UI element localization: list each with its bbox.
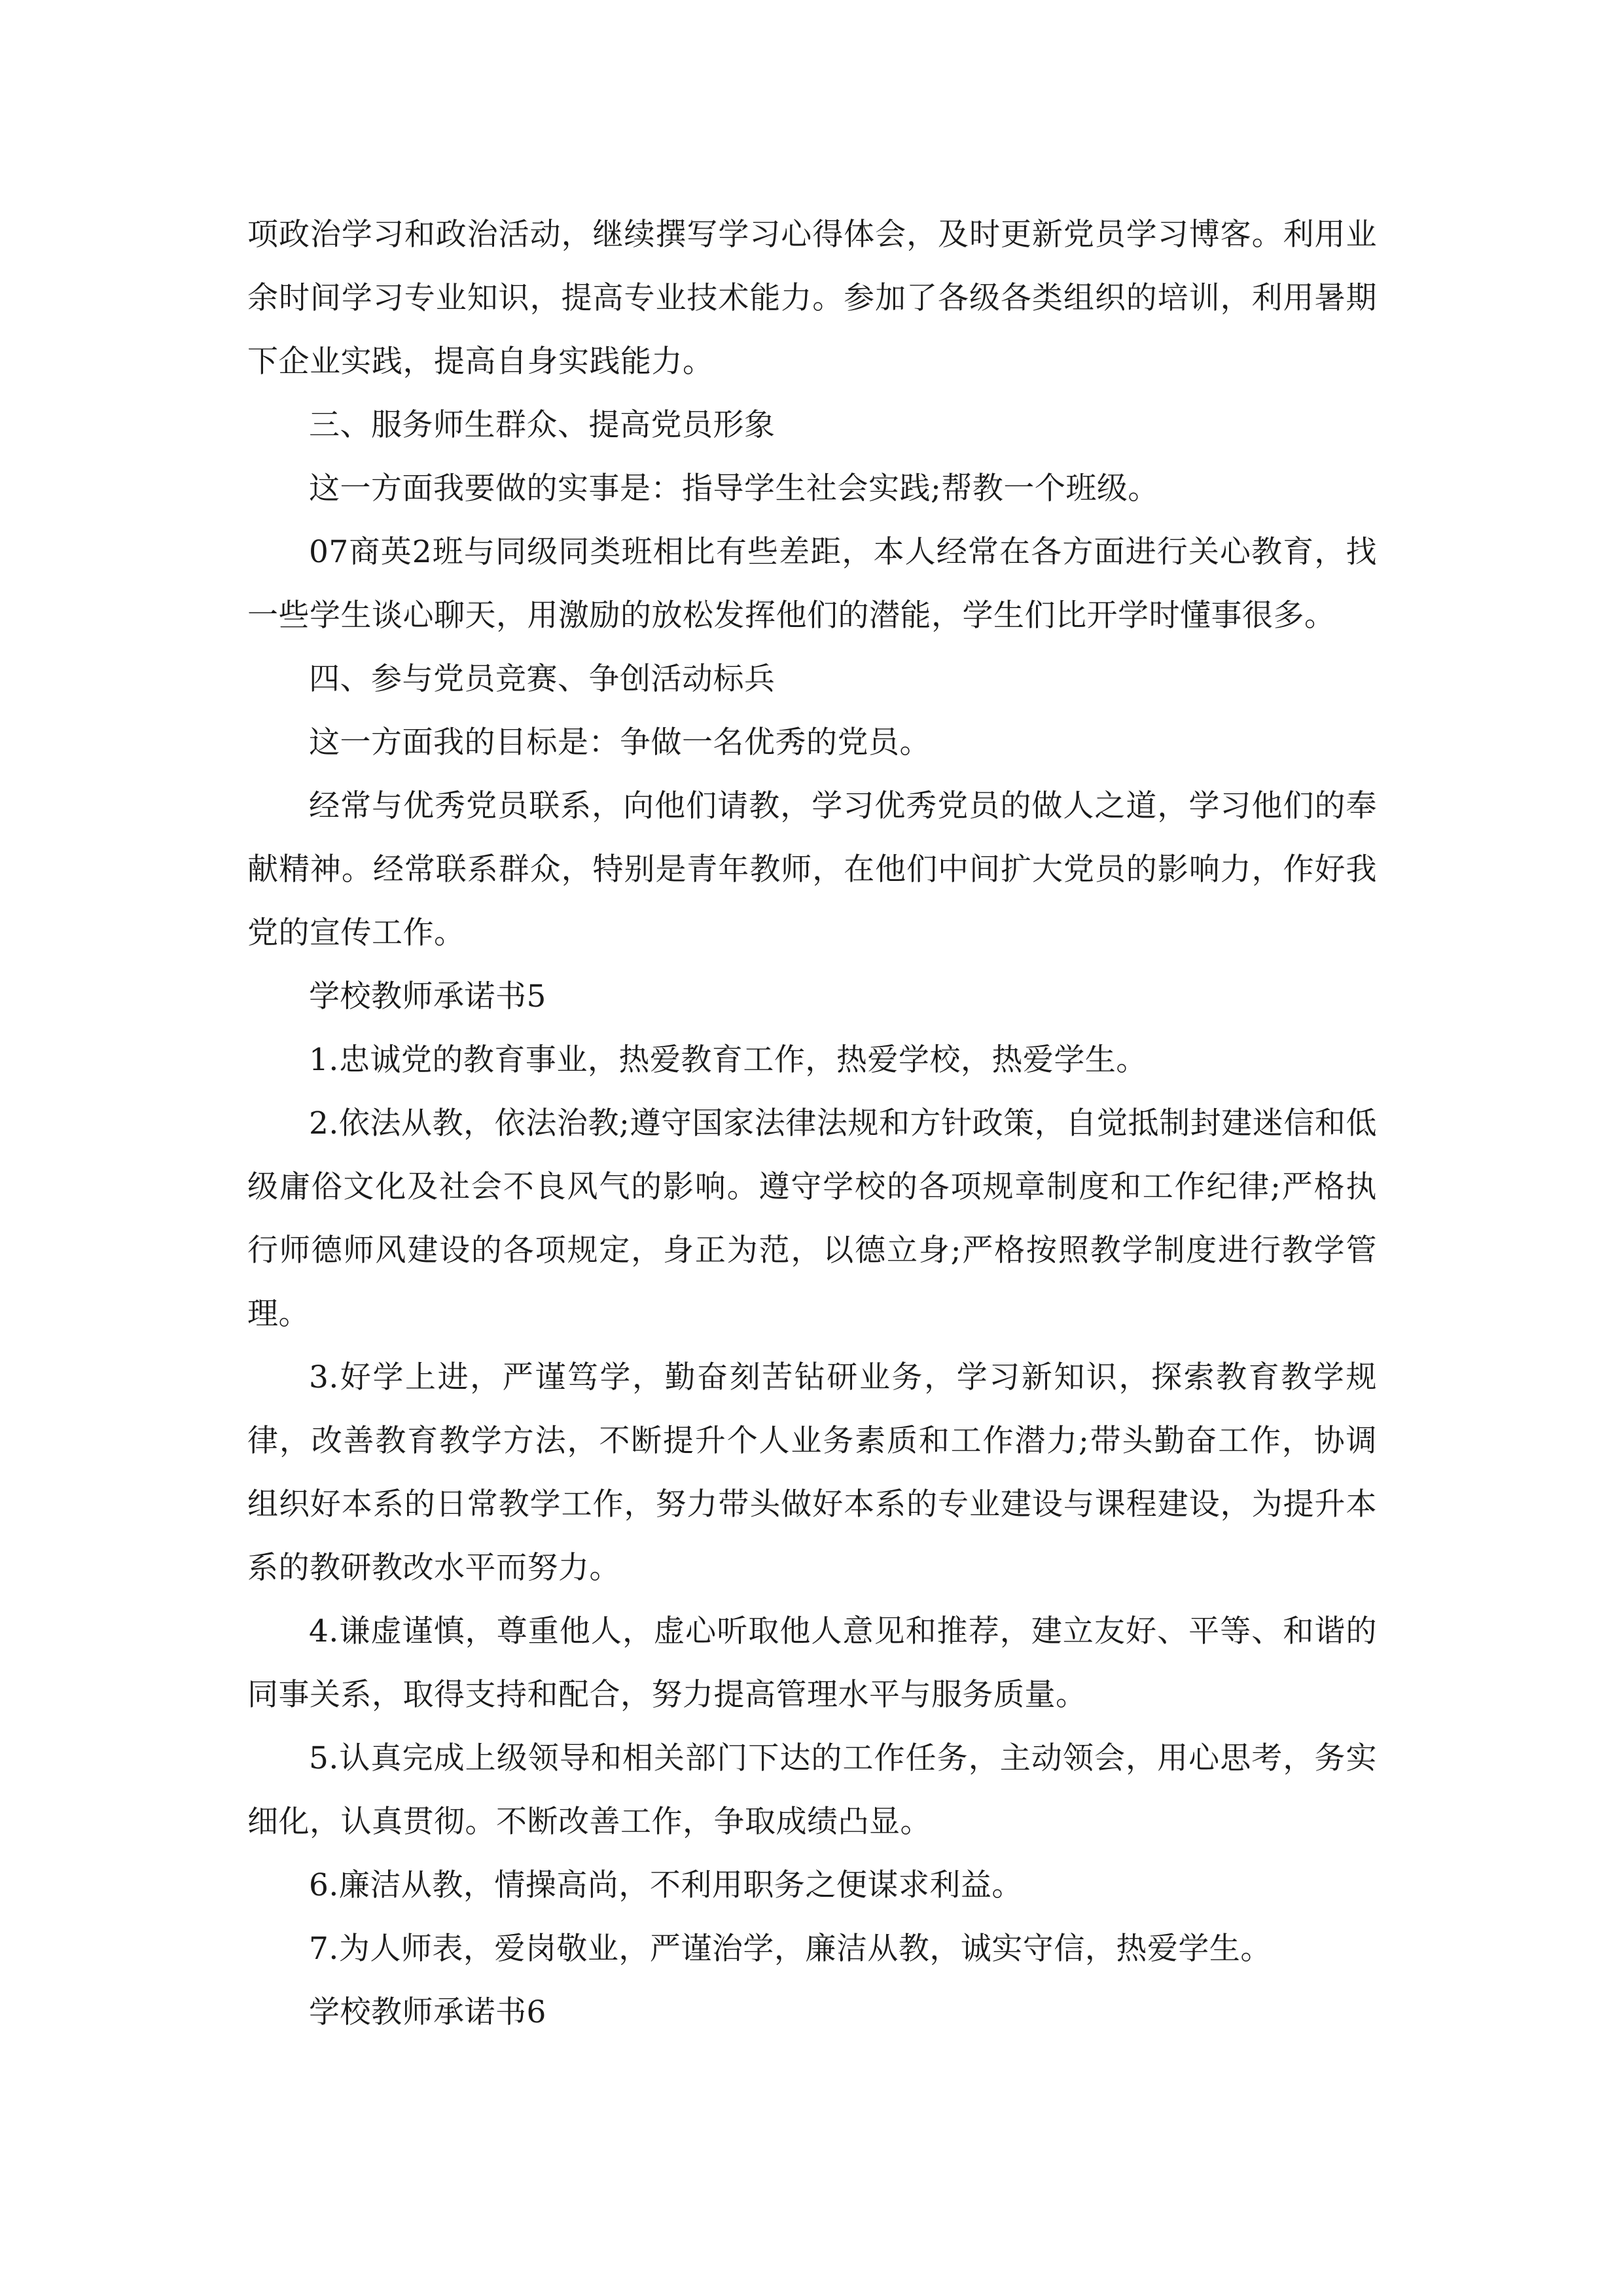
document-title-6: 学校教师承诺书6 xyxy=(309,1994,546,2030)
list-item: 2.依法从教，依法治教;遵守国家法律法规和方针政策，自觉抵制封建迷信和低级庸俗文化及社会不良风气的影响。遵守学校的各项规章制度和工作纪律;严格执行师德师风建设的各项规定，身正为范，以德立身;严格按照教学制度进行教学管理。 xyxy=(247,1105,1377,1332)
paragraph: 这一方面我要做的实事是：指导学生社会实践;帮教一个班级。 xyxy=(309,471,1159,507)
list-item: 1.忠诚党的教育事业，热爱教育工作，热爱学校，热爱学生。 xyxy=(309,1042,1147,1078)
section-heading-3: 三、服务师生群众、提高党员形象 xyxy=(309,407,776,443)
list-item: 6.廉洁从教，情操高尚，不利用职务之便谋求利益。 xyxy=(309,1867,1023,1903)
paragraph: 经常与优秀党员联系，向他们请教，学习优秀党员的做人之道，学习他们的奉献精神。经常联系群众，特别是青年教师，在他们中间扩大党员的影响力，作好我党的宣传工作。 xyxy=(247,788,1377,951)
paragraph: 这一方面我的目标是：争做一名优秀的党员。 xyxy=(309,725,931,761)
list-item: 5.认真完成上级领导和相关部门下达的工作任务，主动领会，用心思考，务实细化，认真贯彻。不断改善工作，争取成绩凸显。 xyxy=(247,1740,1377,1840)
document-title-5: 学校教师承诺书5 xyxy=(309,978,546,1014)
list-item: 3.好学上进，严谨笃学，勤奋刻苦钻研业务，学习新知识，探索教育教学规律，改善教育教学方法，不断提升个人业务素质和工作潜力;带头勤奋工作，协调组织好本系的日常教学工作，努力带头做好本系的专业建设与课程建设，为提升本系的教研教改水平而努力。 xyxy=(247,1359,1377,1586)
paragraph: 07商英2班与同级同类班相比有些差距，本人经常在各方面进行关心教育，找一些学生谈心聊天，用激励的放松发挥他们的潜能，学生们比开学时懂事很多。 xyxy=(247,534,1377,634)
section-heading-4: 四、参与党员竞赛、争创活动标兵 xyxy=(309,661,776,697)
list-item: 7.为人师表，爱岗敬业，严谨治学，廉洁从教，诚实守信，热爱学生。 xyxy=(309,1931,1272,1967)
document-body xyxy=(247,203,1377,2044)
list-item: 4.谦虚谨慎，尊重他人，虚心听取他人意见和推荐，建立友好、平等、和谐的同事关系，取得支持和配合，努力提高管理水平与服务质量。 xyxy=(247,1613,1377,1713)
paragraph-continuation: 项政治学习和政治活动，继续撰写学习心得体会，及时更新党员学习博客。利用业余时间学习专业知识，提高专业技术能力。参加了各级各类组织的培训，利用暑期下企业实践，提高自身实践能力。 xyxy=(247,217,1377,380)
